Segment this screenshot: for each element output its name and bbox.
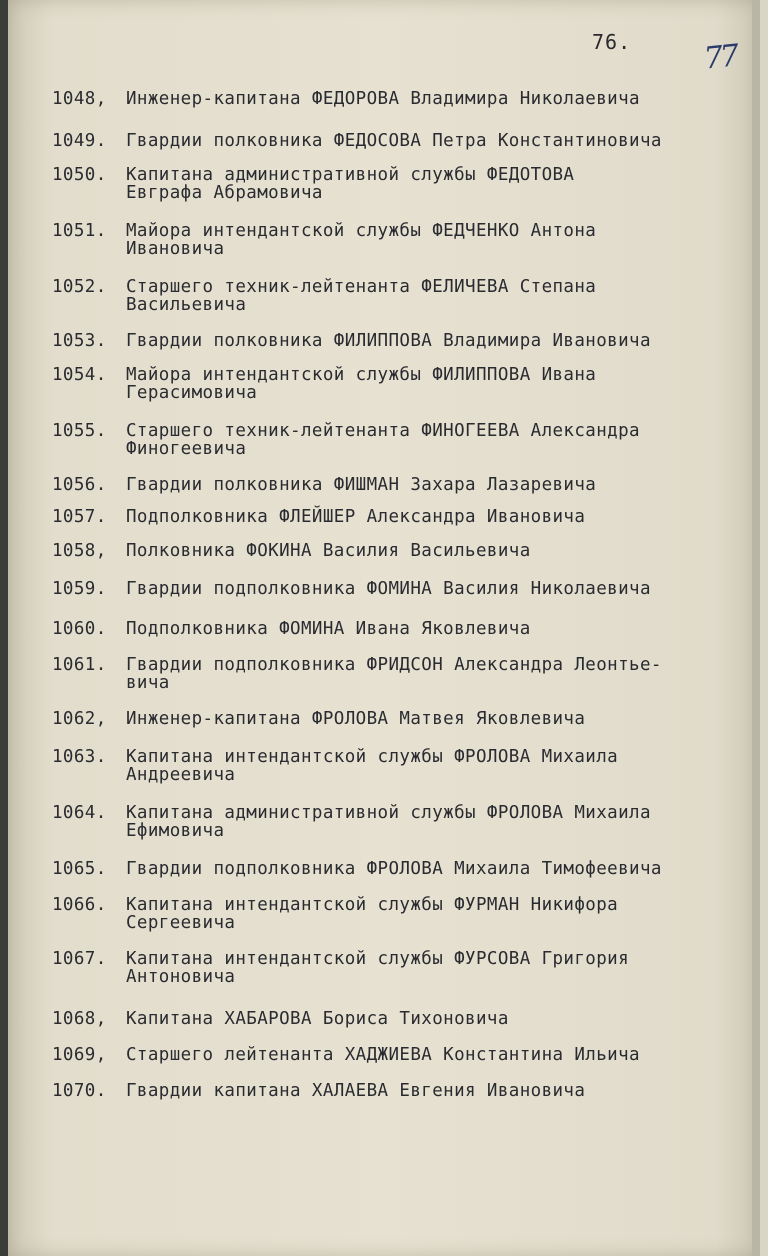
list-item	[52, 710, 742, 728]
list-item	[52, 422, 742, 458]
list-item	[52, 222, 742, 258]
entry-text: Гвардии подполковника ФРИДСОН Александра Леонтье-	[126, 655, 662, 675]
entry-number: 1068,	[52, 1009, 107, 1029]
entry-number: 1049.	[52, 131, 107, 151]
list-item	[52, 166, 742, 202]
entry-continuation: Васильевича	[126, 295, 247, 315]
list-item	[52, 748, 742, 784]
entry-number: 1064.	[52, 803, 107, 823]
document-page	[8, 0, 760, 1256]
entry-text: Капитана административной службы ФРОЛОВА Михаила	[126, 803, 651, 823]
entry-text: Инженер-капитана ФЕДОРОВА Владимира Николаевича	[126, 89, 640, 109]
entry-number: 1051.	[52, 221, 107, 241]
entry-text: Капитана интендантской службы ФРОЛОВА Михаила	[126, 747, 619, 767]
entry-continuation: Сергеевича	[126, 913, 236, 933]
entry-text: Старшего техник-лейтенанта ФЕЛИЧЕВА Степана	[126, 277, 597, 297]
entry-number: 1056.	[52, 475, 107, 495]
entry-continuation: Антоновича	[126, 967, 236, 987]
entry-continuation: Ефимовича	[126, 821, 225, 841]
entry-continuation: Андреевича	[126, 765, 236, 785]
entry-text: Майора интендантской службы ФИЛИППОВА Ивана	[126, 365, 597, 385]
list-item	[52, 580, 742, 598]
list-item	[52, 90, 742, 108]
entry-number: 1053.	[52, 331, 107, 351]
entry-number: 1058,	[52, 541, 107, 561]
entry-number: 1067.	[52, 949, 107, 969]
list-item	[52, 896, 742, 932]
list-item	[52, 476, 742, 494]
entry-number: 1055.	[52, 421, 107, 441]
list-item	[52, 860, 742, 878]
list-item	[52, 656, 742, 692]
list-item	[52, 278, 742, 314]
entry-continuation: Ивановича	[126, 239, 225, 259]
list-item	[52, 1082, 742, 1100]
scan-left-edge	[0, 0, 8, 1256]
entry-text: Капитана интендантской службы ФУРСОВА Григория	[126, 949, 630, 969]
list-item	[52, 804, 742, 840]
entry-continuation: вича	[126, 673, 170, 693]
entry-number: 1060.	[52, 619, 107, 639]
entry-number: 1054.	[52, 365, 107, 385]
entry-text: Гвардии подполковника ФОМИНА Василия Николаевича	[126, 579, 651, 599]
entry-text: Подполковника ФОМИНА Ивана Яковлевича	[126, 619, 531, 639]
entry-continuation: Герасимовича	[126, 383, 258, 403]
entry-number: 1069,	[52, 1045, 107, 1065]
entry-number: 1070.	[52, 1081, 107, 1101]
entry-text: Капитана интендантской службы ФУРМАН Никифора	[126, 895, 619, 915]
entry-continuation: Финогеевича	[126, 439, 247, 459]
entry-text: Гвардии полковника ФИЛИППОВА Владимира Ивановича	[126, 331, 651, 351]
list-item	[52, 950, 742, 986]
entry-number: 1048,	[52, 89, 107, 109]
page-right-edge	[752, 0, 760, 1256]
list-item	[52, 620, 742, 638]
entry-text: Полковника ФОКИНА Василия Васильевича	[126, 541, 531, 561]
entry-text: Гвардии полковника ФИШМАН Захара Лазаревича	[126, 475, 597, 495]
entry-number: 1050.	[52, 165, 107, 185]
list-item	[52, 1046, 742, 1064]
list-item	[52, 508, 742, 526]
entry-text: Гвардии подполковника ФРОЛОВА Михаила Тимофеевича	[126, 859, 662, 879]
entry-number: 1061.	[52, 655, 107, 675]
entry-text: Подполковника ФЛЕЙШЕР Александра Ивановича	[126, 507, 586, 527]
entry-text: Капитана ХАБАРОВА Бориса Тихоновича	[126, 1009, 509, 1029]
entry-text: Капитана административной службы ФЕДОТОВА	[126, 165, 575, 185]
page-number: 76.	[592, 30, 632, 54]
entry-number: 1057.	[52, 507, 107, 527]
entry-number: 1063.	[52, 747, 107, 767]
entry-text: Старшего лейтенанта ХАДЖИЕВА Константина Ильича	[126, 1045, 640, 1065]
entry-continuation: Евграфа Абрамовича	[126, 183, 323, 203]
list-item	[52, 366, 742, 402]
entry-text: Майора интендантской службы ФЕДЧЕНКО Антона	[126, 221, 597, 241]
entry-text: Старшего техник-лейтенанта ФИНОГЕЕВА Александра	[126, 421, 640, 441]
entry-text: Инженер-капитана ФРОЛОВА Матвея Яковлевича	[126, 709, 586, 729]
entry-number: 1065.	[52, 859, 107, 879]
entry-number: 1059.	[52, 579, 107, 599]
entry-number: 1052.	[52, 277, 107, 297]
list-item	[52, 542, 742, 560]
entry-number: 1066.	[52, 895, 107, 915]
list-item	[52, 132, 742, 150]
handwritten-archive-number: 77	[702, 38, 738, 77]
entry-text: Гвардии полковника ФЕДОСОВА Петра Константиновича	[126, 131, 662, 151]
list-item	[52, 332, 742, 350]
entry-number: 1062,	[52, 709, 107, 729]
entry-text: Гвардии капитана ХАЛАЕВА Евгения Ивановича	[126, 1081, 586, 1101]
list-item	[52, 1010, 742, 1028]
